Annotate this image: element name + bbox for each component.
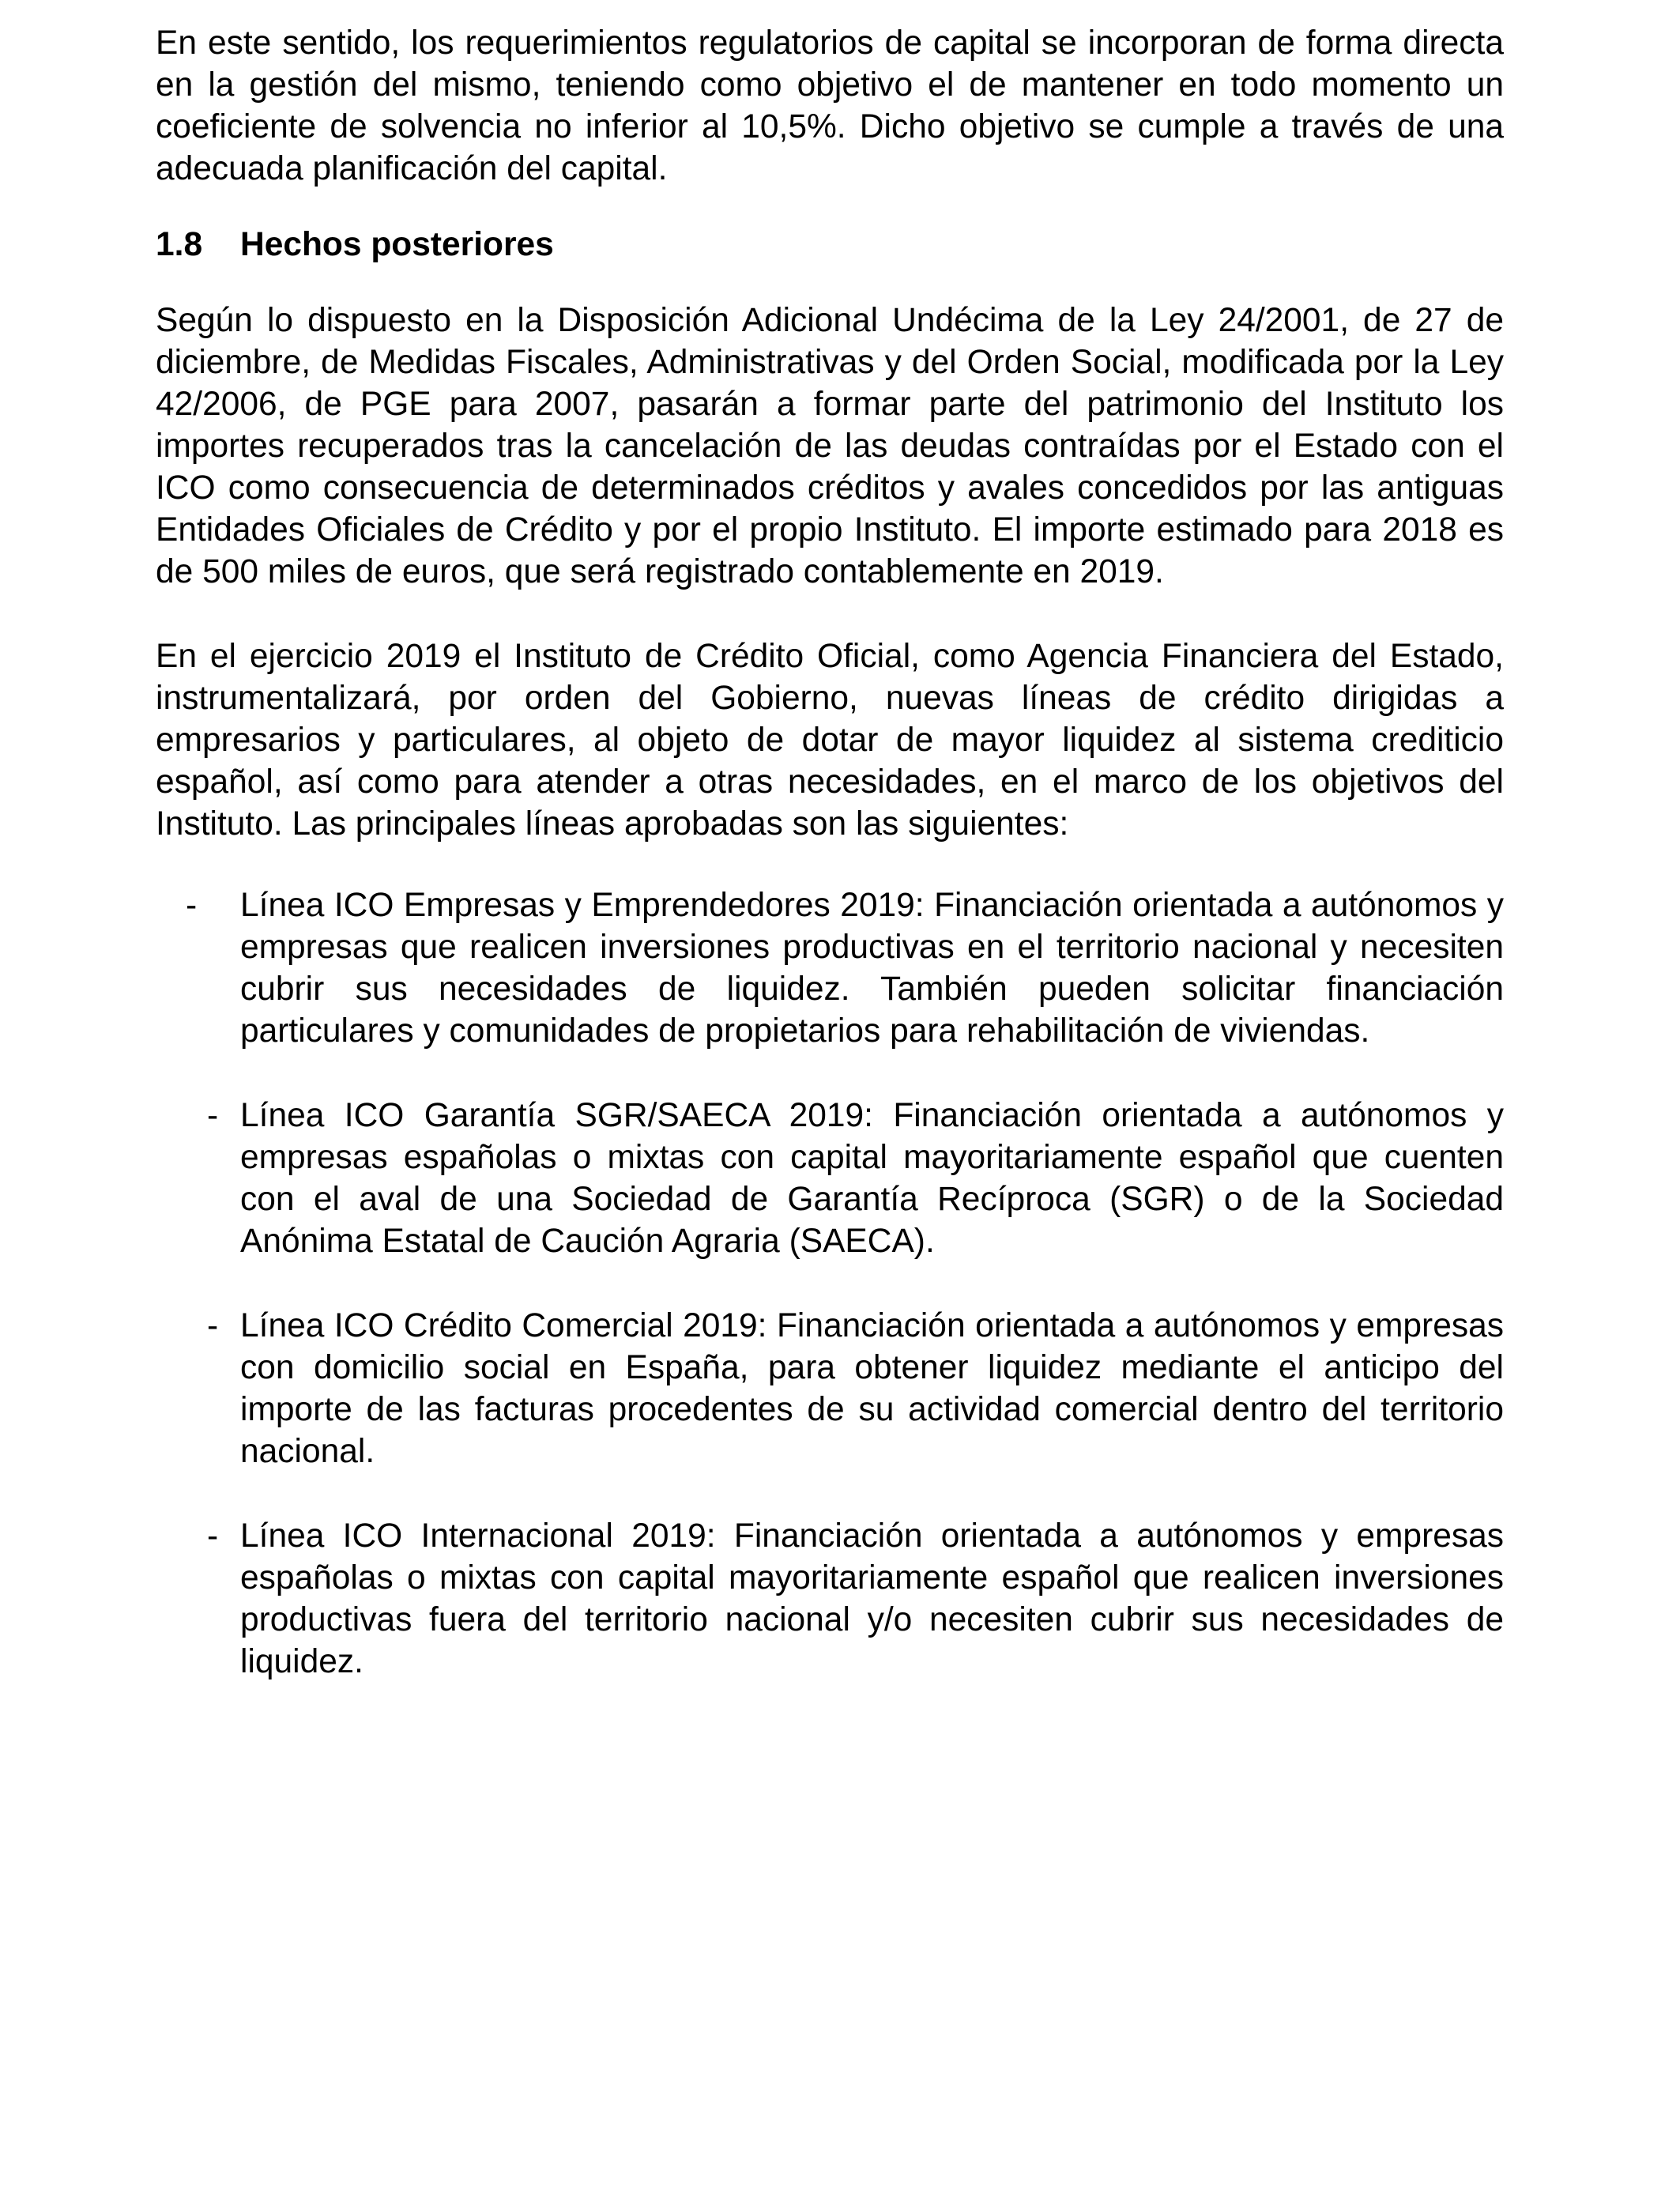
list-item-text: Línea ICO Garantía SGR/SAECA 2019: Financiación orientada a autónomos y empresas españolas o mixtas con capital mayoritariamente español que cuenten con el aval de una Sociedad de Garantía Recíproca (SGR) o de la Sociedad Anónima Estatal de Caución Agraria (SAECA). [240, 1097, 1504, 1260]
paragraph-ejercicio: En el ejercicio 2019 el Instituto de Crédito Oficial, como Agencia Financiera del Estado, instrumentalizará, por orden del Gobierno, nuevas líneas de crédito dirigidas a empresarios y particulares, al objeto de dotar de mayor liquidez al sistema crediticio español, así como para atender a otras necesidades, en el marco de los objetivos del Instituto. Las principales líneas aprobadas son las siguientes: [156, 638, 1504, 843]
section-heading [156, 224, 1504, 266]
list-bullet: - [207, 1307, 219, 1344]
list-bullet: - [207, 1517, 219, 1555]
list-item-text: Línea ICO Crédito Comercial 2019: Financiación orientada a autónomos y empresas con domicilio social en España, para obtener liquidez mediante el anticipo del importe de las facturas procedentes de su actividad comercial dentro del territorio nacional. [240, 1307, 1504, 1470]
document-page [156, 22, 1504, 1725]
list-bullet: - [186, 887, 198, 924]
list-bullet: - [207, 1097, 219, 1134]
list-item-text: Línea ICO Internacional 2019: Financiación orientada a autónomos y empresas españolas o mixtas con capital mayoritariamente español que realicen inversiones productivas fuera del territorio nacional y/o necesiten cubrir sus necesidades de liquidez. [240, 1517, 1504, 1680]
list-item-text: Línea ICO Empresas y Emprendedores 2019: Financiación orientada a autónomos y empresas que realicen inversiones productivas en el territorio nacional y necesiten cubrir sus necesidades de liquidez. También pueden solicitar financiación particulares y comunidades de propietarios para rehabilitación de viviendas. [240, 887, 1504, 1050]
list-item [156, 884, 1504, 1052]
section-title: Hechos posteriores [240, 226, 554, 263]
paragraph-capital-intro: En este sentido, los requerimientos regulatorios de capital se incorporan de forma directa en la gestión del mismo, teniendo como objetivo el de mantener en todo momento un coeficiente de solvencia no inferior al 10,5%. Dicho objetivo se cumple a través de una adecuada planificación del capital. [156, 25, 1504, 187]
list-item [156, 1095, 1504, 1262]
paragraph-ley: Según lo dispuesto en la Disposición Adicional Undécima de la Ley 24/2001, de 27 de diciembre, de Medidas Fiscales, Administrativas y del Orden Social, modificada por la Ley 42/2006, de PGE para 2007, pasarán a formar parte del patrimonio del Instituto los importes recuperados tras la cancelación de las deudas contraídas por el Estado con el ICO como consecuencia de determinados créditos y avales concedidos por las antiguas Entidades Oficiales de Crédito y por el propio Instituto. El importe estimado para 2018 es de 500 miles de euros, que será registrado contablemente en 2019. [156, 302, 1504, 590]
list-item [156, 1515, 1504, 1683]
credit-lines-list [156, 884, 1504, 1683]
section-number: 1.8 [156, 226, 203, 263]
list-item [156, 1305, 1504, 1472]
